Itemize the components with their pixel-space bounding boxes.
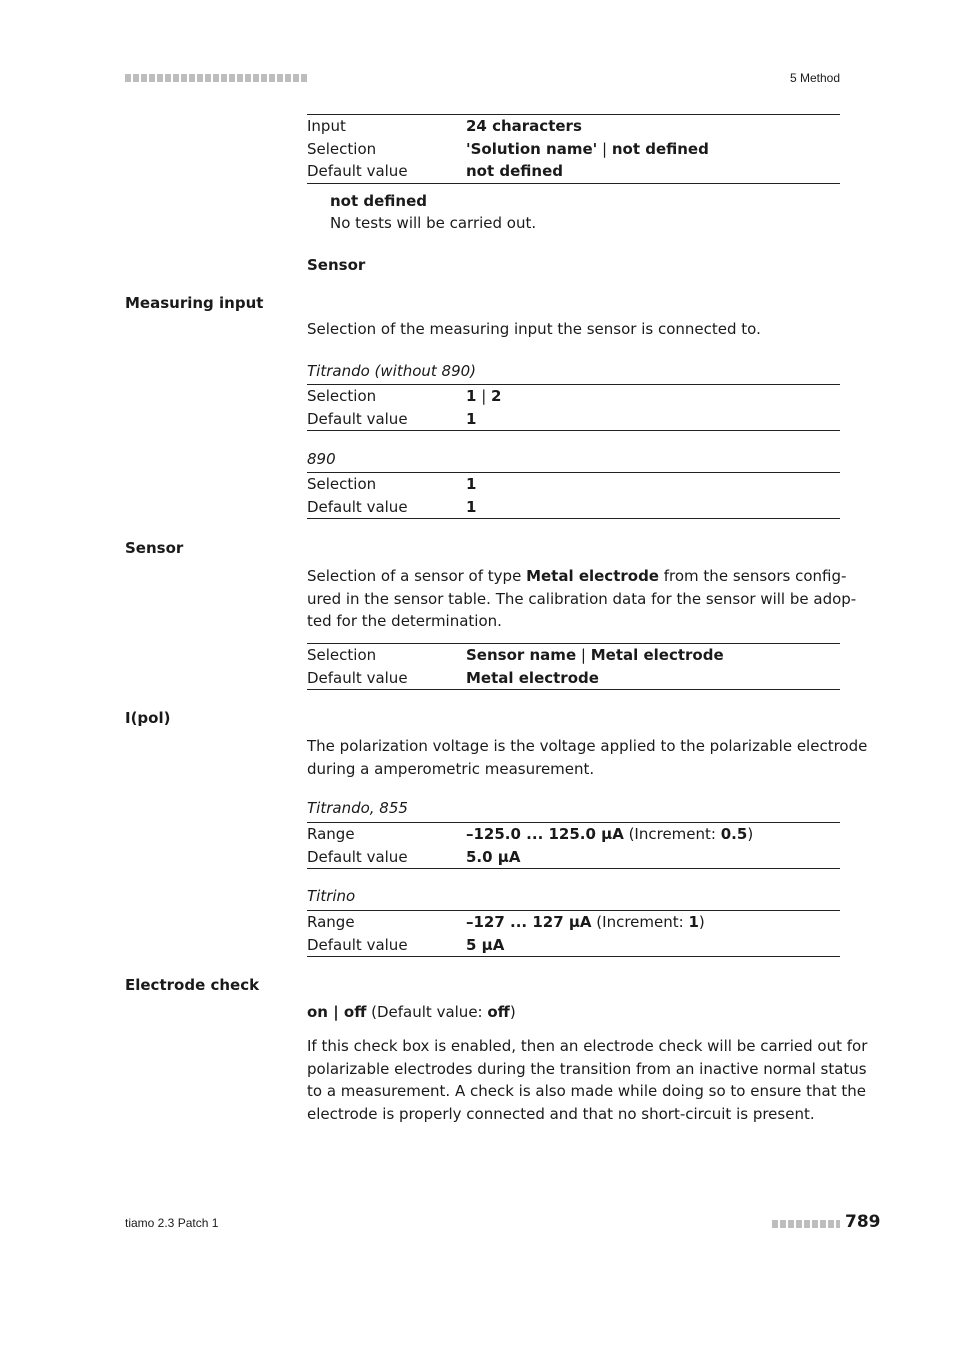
param-label-ipol: I(pol) bbox=[125, 709, 171, 727]
table-row bbox=[307, 408, 840, 431]
param-value: Metal electrode bbox=[466, 668, 599, 687]
param-value: 'Solution name' | not defined bbox=[466, 139, 709, 158]
param-value: not defined bbox=[466, 162, 563, 180]
page-number: 789 bbox=[845, 1212, 881, 1232]
parameter-table bbox=[307, 384, 840, 431]
footer-decoration bbox=[772, 1220, 840, 1228]
param-description: Selection of the measuring input the sensor is connected to. bbox=[307, 320, 761, 338]
chapter-title: 5 Method bbox=[789, 71, 840, 85]
param-key: Default value bbox=[307, 409, 408, 428]
param-key: Selection bbox=[307, 139, 377, 158]
table-caption: Titrino bbox=[307, 887, 356, 905]
param-key: Default value bbox=[307, 497, 408, 516]
table-caption: 890 bbox=[307, 450, 336, 468]
param-key: Selection bbox=[307, 475, 377, 493]
table-caption: Titrando (without 890) bbox=[307, 362, 477, 380]
param-key: Input bbox=[307, 117, 346, 135]
param-description: Selection of a sensor of type Metal electrode from the sensors config- ured in the sensor table. The calibration data for the sensor will be adop- ted for the determination. bbox=[307, 567, 857, 630]
param-value: –127 ... 127 µA (Increment: 1) bbox=[466, 913, 705, 931]
table-row bbox=[307, 934, 840, 957]
param-key: Default value bbox=[307, 935, 408, 954]
option-default: on | off (Default value: off) bbox=[307, 1003, 516, 1021]
table-row bbox=[307, 473, 840, 496]
product-name: tiamo 2.3 Patch 1 bbox=[125, 1216, 219, 1230]
param-description: If this check box is enabled, then an electrode check will be carried out for polarizable electrodes during the transition from an inactive normal status to a measurement. A check is also made while doing so to ensure that the electrode is properly connected and that no short-circuit is present. bbox=[307, 1037, 868, 1123]
table-row bbox=[307, 911, 840, 934]
param-value: 24 characters bbox=[466, 117, 582, 135]
param-value: 1 bbox=[466, 475, 477, 493]
table-row bbox=[307, 823, 840, 846]
param-value: 1 | 2 bbox=[466, 387, 502, 405]
parameter-table bbox=[307, 472, 840, 519]
param-label-electrode-check: Electrode check bbox=[125, 976, 260, 994]
param-key: Default value bbox=[307, 162, 408, 180]
param-key: Range bbox=[307, 913, 355, 931]
table-row bbox=[307, 846, 840, 869]
parameter-table bbox=[307, 910, 840, 957]
table-row bbox=[307, 115, 840, 138]
table-row bbox=[307, 496, 840, 519]
table-row bbox=[307, 385, 840, 408]
param-key: Range bbox=[307, 825, 355, 843]
param-value: 1 bbox=[466, 409, 477, 428]
param-value: 1 bbox=[466, 497, 477, 516]
param-label-measuring-input: Measuring input bbox=[125, 294, 264, 312]
table-row bbox=[307, 160, 840, 183]
param-value: 5.0 µA bbox=[466, 847, 521, 866]
param-key: Selection bbox=[307, 646, 377, 664]
table-row bbox=[307, 644, 840, 667]
table-row bbox=[307, 667, 840, 690]
option-term: not defined bbox=[330, 192, 427, 210]
param-key: Selection bbox=[307, 387, 377, 405]
param-description: The polarization voltage is the voltage applied to the polarizable electrode during a amperometric measurement. bbox=[307, 737, 868, 778]
section-heading: Sensor bbox=[307, 256, 366, 274]
param-value: 5 µA bbox=[466, 935, 505, 954]
table-row bbox=[307, 138, 840, 161]
top-parameter-table bbox=[307, 114, 840, 184]
param-key: Default value bbox=[307, 668, 408, 687]
param-value: Sensor name | Metal electrode bbox=[466, 646, 724, 664]
parameter-table bbox=[307, 822, 840, 869]
header-decoration bbox=[125, 74, 307, 82]
param-value: –125.0 ... 125.0 µA (Increment: 0.5) bbox=[466, 825, 754, 843]
param-label-sensor: Sensor bbox=[125, 539, 184, 557]
table-caption: Titrando, 855 bbox=[307, 799, 408, 817]
parameter-table bbox=[307, 643, 840, 690]
param-key: Default value bbox=[307, 847, 408, 866]
option-description: No tests will be carried out. bbox=[330, 214, 537, 232]
